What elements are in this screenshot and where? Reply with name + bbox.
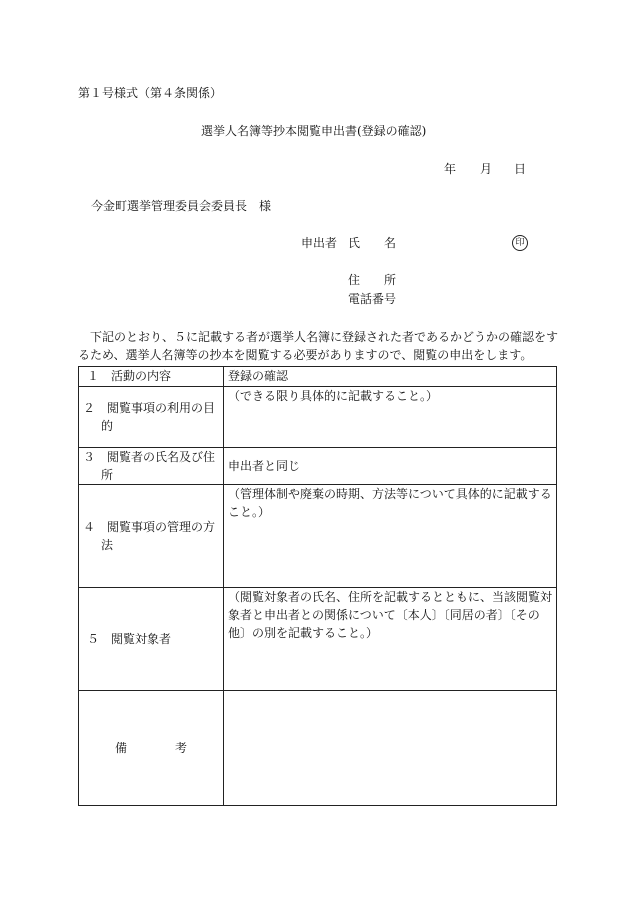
date-year: 年	[444, 162, 457, 176]
date-day: 日	[514, 162, 527, 176]
applicant-address-label: 住 所	[348, 273, 397, 287]
row-content	[224, 691, 557, 806]
table-row	[79, 448, 557, 485]
date-month: 月	[480, 162, 493, 176]
row-content: （閲覧対象者の氏名、住所を記載するとともに、当該閲覧対象者と申出者との関係について〔本人〕〔同居の者〕〔その他〕の別を記載すること。）	[224, 588, 557, 691]
intro-text: 下記のとおり、５に記載する者が選挙人名簿に登録された者であるかどうかの確認をするため、選挙人名簿等の抄本を閲覧する必要がありますので、閲覧の申出をします。	[78, 330, 559, 362]
row-label: ２ 閲覧事項の利用の目的	[79, 387, 224, 448]
table-row	[79, 387, 557, 448]
seal-mark: 印	[512, 235, 528, 251]
form-number: 第１号様式（第４条関係）	[78, 86, 223, 100]
application-table	[78, 366, 557, 806]
row-label: １ 活動の内容	[79, 367, 224, 387]
applicant-name-label: 氏 名	[348, 236, 397, 250]
row-label: 備 考	[79, 691, 224, 806]
row-label: ４ 閲覧事項の管理の方法	[79, 485, 224, 588]
row-content: 登録の確認	[224, 367, 557, 387]
applicant-label: 申出者	[301, 236, 338, 250]
form-title: 選挙人名簿等抄本閲覧申出書(登録の確認)	[201, 124, 427, 138]
row-label: ３ 閲覧者の氏名及び住所	[79, 448, 224, 485]
applicant-phone-label: 電話番号	[348, 292, 397, 306]
row-content: 申出者と同じ	[224, 448, 557, 485]
table-row	[79, 367, 557, 387]
table-row	[79, 588, 557, 691]
table-row	[79, 691, 557, 806]
row-label: ５ 閲覧対象者	[79, 588, 224, 691]
row-content: （できる限り具体的に記載すること。）	[224, 387, 557, 448]
table-row	[79, 485, 557, 588]
row-content: （管理体制や廃棄の時期、方法等について具体的に記載すること。）	[224, 485, 557, 588]
addressee: 今金町選挙管理委員会委員長 様	[91, 199, 272, 213]
